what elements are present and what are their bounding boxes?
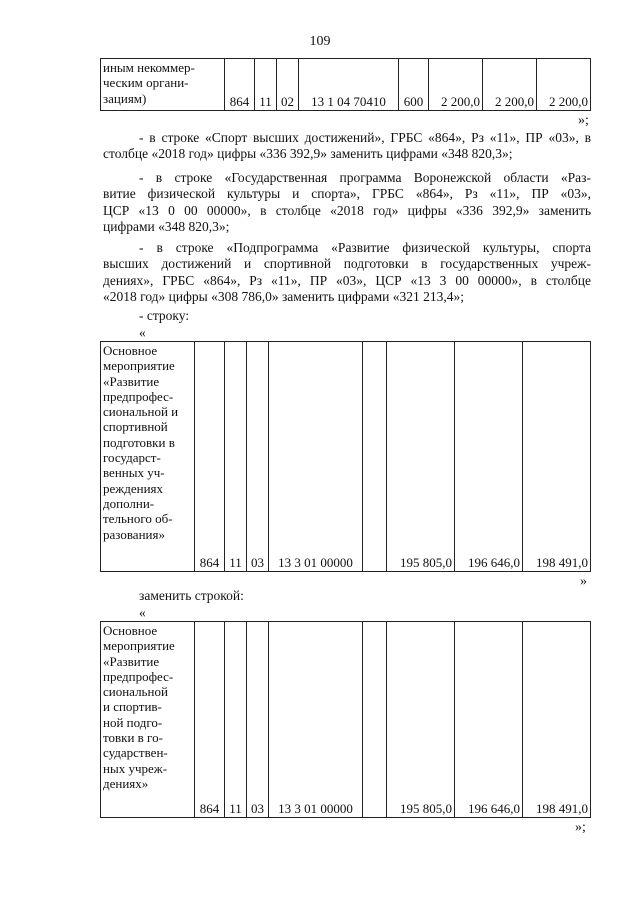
replace-label: заменить строкой: bbox=[139, 588, 244, 603]
row-name-cell bbox=[101, 622, 195, 818]
closing-quote-3: »; bbox=[575, 820, 586, 835]
grbs-cell: 864 bbox=[195, 622, 225, 818]
text-line: - в строке «Государственная программа Воронежской области «Раз- bbox=[139, 170, 591, 185]
row-name-cell bbox=[101, 342, 195, 572]
year-2018-cell: 2 200,0 bbox=[429, 59, 483, 111]
closing-quote-1: »; bbox=[578, 113, 589, 128]
csr-cell: 13 3 01 00000 bbox=[269, 342, 363, 572]
grbs-cell: 864 bbox=[195, 342, 225, 572]
row-name: иным некоммер- ческим органи- зациям) bbox=[103, 60, 195, 106]
year-2020-cell: 198 491,0 bbox=[523, 622, 591, 818]
text-line: цифрами «348 820,3»; bbox=[103, 219, 230, 235]
budget-table-row-2 bbox=[100, 341, 591, 572]
year-2018-cell: 195 805,0 bbox=[387, 622, 455, 818]
text-line: высших достижений и спортивной подготовки в государственных учреж- bbox=[103, 256, 591, 272]
open-quote-1: « bbox=[139, 325, 146, 340]
rz-cell: 11 bbox=[225, 342, 247, 572]
table-row bbox=[101, 622, 591, 818]
rz-cell: 11 bbox=[255, 59, 277, 111]
page-number: 109 bbox=[309, 34, 331, 49]
year-2020-cell: 2 200,0 bbox=[537, 59, 591, 111]
table-row bbox=[101, 342, 591, 572]
text-line: ЦСР «13 0 00 00000», в столбце «2018 год» цифры «336 392,9» заменить bbox=[103, 202, 591, 218]
row-name: Основное мероприятие «Развитие предпрофес- сиональной и спортив- ной подго- товки в го- сударствен- ных учреж- дениях» bbox=[103, 623, 175, 791]
text-line: - в строке «Подпрограмма «Развитие физической культуры, спорта bbox=[139, 240, 591, 255]
year-2019-cell: 196 646,0 bbox=[455, 622, 523, 818]
year-2019-cell: 196 646,0 bbox=[455, 342, 523, 572]
pr-cell: 02 bbox=[277, 59, 299, 111]
year-2018-cell: 195 805,0 bbox=[387, 342, 455, 572]
closing-quote-2: » bbox=[580, 574, 587, 589]
csr-cell: 13 3 01 00000 bbox=[269, 622, 363, 818]
text-line: - в строке «Спорт высших достижений», ГРБС «864», Рз «11», ПР «03», в bbox=[139, 130, 591, 145]
rz-cell: 11 bbox=[225, 622, 247, 818]
grbs-cell: 864 bbox=[225, 59, 255, 111]
amendment-paragraph-2 bbox=[103, 170, 591, 236]
text-line: столбце «2018 год» цифры «336 392,9» заменить цифрами «348 820,3»; bbox=[103, 146, 513, 162]
budget-table-row-1 bbox=[100, 58, 591, 111]
amendment-paragraph-3 bbox=[103, 240, 591, 306]
table-row bbox=[101, 59, 591, 111]
text-line: «2018 год» цифры «308 786,0» заменить цифрами «321 213,4»; bbox=[103, 289, 465, 305]
text-line: дениях», ГРБС «864», Рз «11», ПР «03», ЦСР «13 3 00 00000», в столбце bbox=[103, 272, 591, 288]
year-2020-cell: 198 491,0 bbox=[523, 342, 591, 572]
year-2019-cell: 2 200,0 bbox=[483, 59, 537, 111]
pr-cell: 03 bbox=[247, 342, 269, 572]
budget-table-row-3 bbox=[100, 621, 591, 818]
csr-cell: 13 1 04 70410 bbox=[299, 59, 399, 111]
stroku-label: - строку: bbox=[139, 308, 190, 323]
text-line: витие физической культуры и спорта», ГРБС «864», Рз «11», ПР «03», bbox=[103, 186, 591, 202]
row-name: Основное мероприятие «Развитие предпрофес- сиональной и спортивной подготовки в государст- венных уч- реждениях дополни- тельного об- разования» bbox=[103, 343, 179, 542]
row-name-cell bbox=[101, 59, 225, 111]
open-quote-2: « bbox=[139, 605, 146, 620]
vr-cell bbox=[363, 342, 387, 572]
vr-cell bbox=[363, 622, 387, 818]
pr-cell: 03 bbox=[247, 622, 269, 818]
amendment-paragraph-1 bbox=[103, 130, 591, 163]
vr-cell: 600 bbox=[399, 59, 429, 111]
